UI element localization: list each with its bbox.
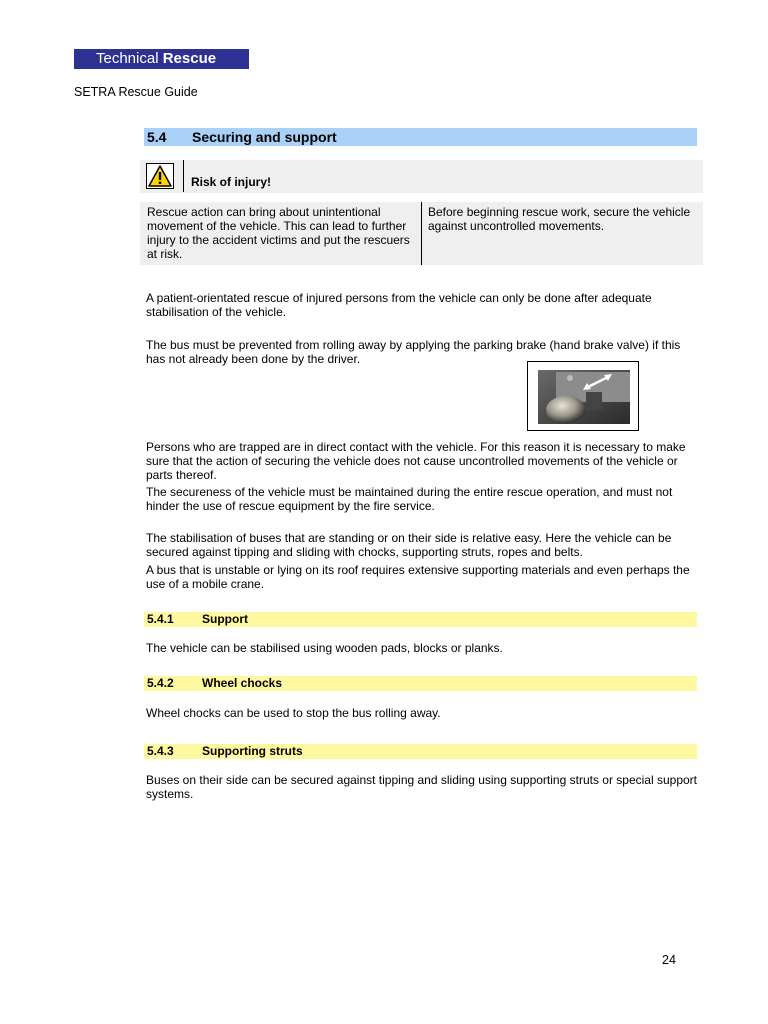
page-number: 24 (662, 953, 676, 967)
section-heading (144, 128, 697, 146)
warning-header (140, 160, 703, 193)
subsection-title: Wheel chocks (202, 676, 283, 690)
subsection-number: 5.4.2 (147, 676, 174, 690)
paragraph-trapped-persons: Persons who are trapped are in direct contact with the vehicle. For this reason it is necessary to make sure that the action of securing the vehicle does not cause uncontrolled movements of the vehicle or parts thereof. (146, 440, 686, 482)
subsection-text-wheel-chocks: Wheel chocks can be used to stop the bus rolling away. (146, 706, 441, 720)
subsection-text-support: The vehicle can be stabilised using wooden pads, blocks or planks. (146, 641, 503, 655)
paragraph-stabilisation-buses: The stabilisation of buses that are standing or on their side is relative easy. Here the vehicle can be secured against tipping and sliding with chocks, supporting struts, ropes and belts. (146, 531, 672, 559)
warning-title: Risk of injury! (191, 175, 272, 189)
subsection-title: Support (202, 612, 248, 626)
guide-title: SETRA Rescue Guide (74, 85, 198, 99)
warning-left-text: Rescue action can bring about unintentional movement of the vehicle. This can lead to further injury to the accident victims and put the rescuers at risk. (147, 205, 410, 261)
subsection-text-supporting-struts: Buses on their side can be secured against tipping and sliding using supporting struts or special support systems. (146, 773, 697, 801)
brand-banner (74, 49, 249, 69)
subsection-number: 5.4.3 (147, 744, 174, 758)
hand-brake-photo (527, 361, 639, 431)
warning-body-divider (421, 202, 422, 265)
paragraph-parking-brake: The bus must be prevented from rolling away by applying the parking brake (hand brake valve) if this has not already been done by the driver. (146, 338, 681, 366)
paragraph-stabilisation: A patient-orientated rescue of injured persons from the vehicle can only be done after adequate stabilisation of the vehicle. (146, 291, 652, 319)
brand-light: Technical (96, 50, 163, 67)
paragraph-secureness: The secureness of the vehicle must be maintained during the entire rescue operation, and must not hinder the use of rescue equipment by the fire service. (146, 485, 673, 513)
paragraph-unstable-bus: A bus that is unstable or lying on its roof requires extensive supporting materials and even perhaps the use of a mobile crane. (146, 563, 690, 591)
subsection-heading-supporting-struts (144, 744, 697, 759)
hand-brake-image (528, 362, 638, 430)
warning-triangle-icon (146, 163, 174, 189)
brand-bold: Rescue (162, 50, 217, 67)
section-title: Securing and support (192, 129, 337, 145)
subsection-number: 5.4.1 (147, 612, 174, 626)
subsection-heading-wheel-chocks (144, 676, 697, 691)
subsection-heading-support (144, 612, 697, 627)
section-number: 5.4 (147, 129, 167, 145)
warning-divider (183, 160, 184, 192)
subsection-title: Supporting struts (202, 744, 303, 758)
warning-body (140, 202, 703, 265)
warning-right-text: Before beginning rescue work, secure the vehicle against uncontrolled movements. (428, 205, 691, 233)
